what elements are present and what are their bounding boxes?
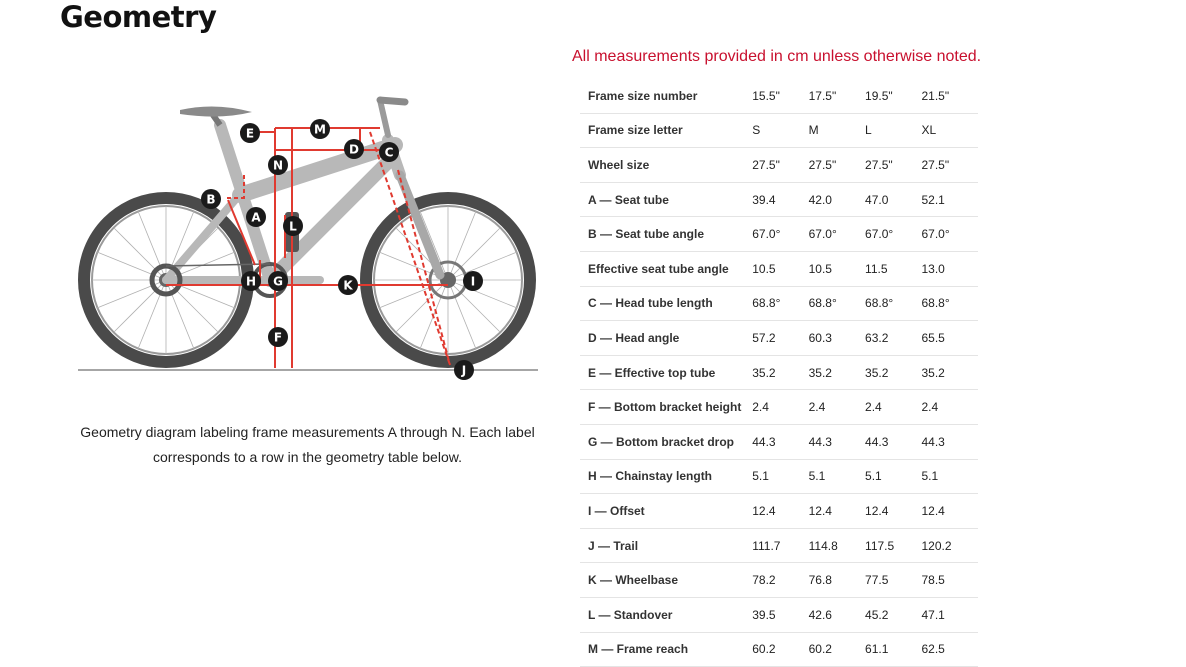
svg-text:N: N	[272, 158, 284, 173]
cell-value: 114.8	[809, 528, 865, 563]
cell-value: 17.5"	[809, 79, 865, 113]
cell-value: 5.1	[865, 459, 921, 494]
table-row	[580, 286, 978, 321]
row-label: Frame size letter	[580, 113, 752, 148]
units-note: All measurements provided in cm unless otherwise noted.	[572, 48, 982, 65]
svg-text:L: L	[289, 219, 297, 234]
measurement-label-d	[344, 139, 364, 159]
cell-value: 2.4	[752, 390, 808, 425]
row-label: J — Trail	[580, 528, 752, 563]
table-row	[580, 355, 978, 390]
row-label: G — Bottom bracket drop	[580, 424, 752, 459]
svg-text:E: E	[245, 126, 255, 141]
table-row	[580, 632, 978, 667]
cell-value: 67.0°	[752, 217, 808, 252]
saddle	[180, 106, 252, 116]
svg-text:K: K	[343, 278, 353, 293]
svg-text:B: B	[206, 192, 216, 207]
table-row	[580, 597, 978, 632]
cell-value: 68.8°	[809, 286, 865, 321]
cell-value: 2.4	[921, 390, 978, 425]
cell-value: 27.5"	[921, 148, 978, 183]
table-row	[580, 321, 978, 356]
table-row	[580, 79, 978, 113]
measurement-label-f	[268, 327, 288, 347]
table-row	[580, 390, 978, 425]
cell-value: 44.3	[865, 424, 921, 459]
cell-value: 47.1	[921, 597, 978, 632]
svg-text:I: I	[470, 274, 476, 289]
table-row	[580, 113, 978, 148]
table-row	[580, 148, 978, 183]
row-label: C — Head tube length	[580, 286, 752, 321]
cell-value: 44.3	[921, 424, 978, 459]
cell-value: 5.1	[752, 459, 808, 494]
cell-value: 68.8°	[752, 286, 808, 321]
measurement-label-c	[379, 142, 399, 162]
cell-value: 12.4	[809, 494, 865, 529]
row-label: B — Seat tube angle	[580, 217, 752, 252]
cell-value: 27.5"	[752, 148, 808, 183]
svg-text:G: G	[273, 274, 283, 289]
cell-value: 2.4	[809, 390, 865, 425]
cell-value: 11.5	[865, 251, 921, 286]
cell-value: 68.8°	[865, 286, 921, 321]
cell-value: 120.2	[921, 528, 978, 563]
cell-value: 61.1	[865, 632, 921, 667]
cell-value: 5.1	[809, 459, 865, 494]
table-row	[580, 217, 978, 252]
cell-value: 42.6	[809, 597, 865, 632]
handlebar	[380, 100, 405, 102]
cell-value: 111.7	[752, 528, 808, 563]
cell-value: 39.5	[752, 597, 808, 632]
row-label: D — Head angle	[580, 321, 752, 356]
cell-value: 57.2	[752, 321, 808, 356]
cell-value: 67.0°	[809, 217, 865, 252]
cell-value: 65.5	[921, 321, 978, 356]
cell-value: 60.2	[809, 632, 865, 667]
svg-text:J: J	[461, 363, 467, 378]
cell-value: 13.0	[921, 251, 978, 286]
cell-value: 12.4	[752, 494, 808, 529]
front-wheel	[366, 198, 530, 362]
measurement-label-b	[201, 189, 221, 209]
svg-text:M: M	[314, 122, 326, 137]
cell-value: 21.5"	[921, 79, 978, 113]
row-label: E — Effective top tube	[580, 355, 752, 390]
cell-value: 35.2	[752, 355, 808, 390]
table-row	[580, 494, 978, 529]
measurement-label-m	[310, 119, 330, 139]
cell-value: S	[752, 113, 808, 148]
measurement-label-e	[240, 123, 260, 143]
svg-text:C: C	[384, 145, 394, 160]
cell-value: 27.5"	[809, 148, 865, 183]
cell-value: 10.5	[809, 251, 865, 286]
svg-text:H: H	[245, 274, 257, 289]
table-row	[580, 563, 978, 598]
svg-text:D: D	[349, 142, 359, 157]
cell-value: M	[809, 113, 865, 148]
svg-text:A: A	[251, 210, 261, 225]
cell-value: 39.4	[752, 182, 808, 217]
cell-value: 44.3	[752, 424, 808, 459]
geometry-table	[580, 79, 978, 667]
cell-value: 35.2	[809, 355, 865, 390]
row-label: K — Wheelbase	[580, 563, 752, 598]
cell-value: 67.0°	[921, 217, 978, 252]
table-row	[580, 528, 978, 563]
cell-value: 60.3	[809, 321, 865, 356]
row-label: I — Offset	[580, 494, 752, 529]
cell-value: 45.2	[865, 597, 921, 632]
svg-text:F: F	[273, 330, 283, 345]
measurement-label-l	[283, 216, 303, 236]
row-label: L — Standover	[580, 597, 752, 632]
cell-value: 77.5	[865, 563, 921, 598]
row-label: Frame size number	[580, 79, 752, 113]
table-row	[580, 459, 978, 494]
cell-value: 12.4	[921, 494, 978, 529]
cell-value: 35.2	[865, 355, 921, 390]
cell-value: L	[865, 113, 921, 148]
cell-value: 19.5"	[865, 79, 921, 113]
measurement-label-n	[268, 155, 288, 175]
cell-value: 60.2	[752, 632, 808, 667]
cell-value: 42.0	[809, 182, 865, 217]
row-label: A — Seat tube	[580, 182, 752, 217]
cell-value: 5.1	[921, 459, 978, 494]
cell-value: 76.8	[809, 563, 865, 598]
row-label: Wheel size	[580, 148, 752, 183]
measurement-label-k	[338, 275, 358, 295]
cell-value: 27.5"	[865, 148, 921, 183]
cell-value: 47.0	[865, 182, 921, 217]
table-row	[580, 182, 978, 217]
cell-value: 67.0°	[865, 217, 921, 252]
measurement-label-a	[246, 207, 266, 227]
row-label: F — Bottom bracket height	[580, 390, 752, 425]
cell-value: 117.5	[865, 528, 921, 563]
geometry-diagram	[70, 80, 550, 390]
cell-value: 62.5	[921, 632, 978, 667]
table-row	[580, 424, 978, 459]
cell-value: 78.2	[752, 563, 808, 598]
cell-value: 78.5	[921, 563, 978, 598]
measurement-label-j	[454, 360, 474, 380]
cell-value: 2.4	[865, 390, 921, 425]
cell-value: 35.2	[921, 355, 978, 390]
cell-value: 15.5"	[752, 79, 808, 113]
cell-value: XL	[921, 113, 978, 148]
table-row	[580, 251, 978, 286]
cell-value: 68.8°	[921, 286, 978, 321]
page-title: Geometry	[60, 0, 217, 34]
row-label: H — Chainstay length	[580, 459, 752, 494]
cell-value: 10.5	[752, 251, 808, 286]
measurement-label-g	[268, 271, 288, 291]
row-label: M — Frame reach	[580, 632, 752, 667]
measurement-label-i	[463, 271, 483, 291]
measurement-label-h	[241, 271, 261, 291]
cell-value: 44.3	[809, 424, 865, 459]
diagram-caption: Geometry diagram labeling frame measurements A through N. Each label corresponds to a row in the geometry table below.	[80, 424, 535, 465]
cell-value: 12.4	[865, 494, 921, 529]
row-label: Effective seat tube angle	[580, 251, 752, 286]
cell-value: 52.1	[921, 182, 978, 217]
cell-value: 63.2	[865, 321, 921, 356]
